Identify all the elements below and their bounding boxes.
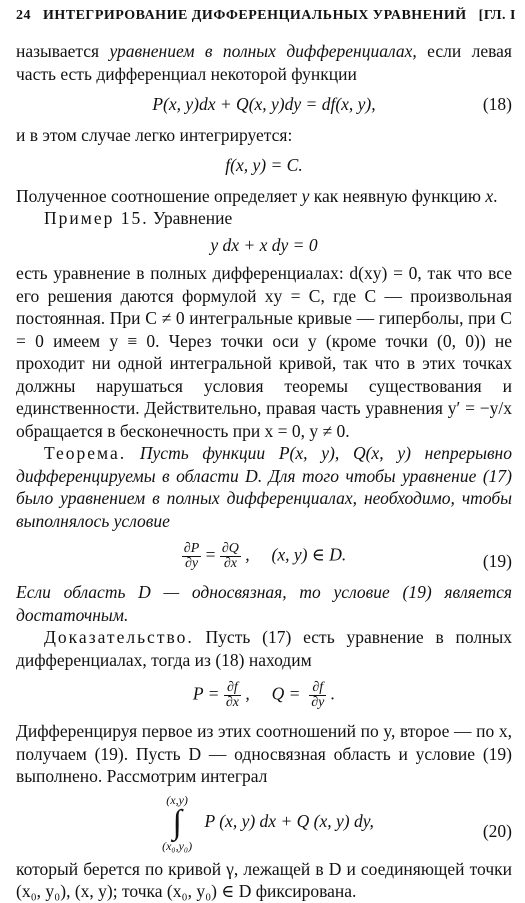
equation-example-body: y dx + x dy = 0 xyxy=(210,234,318,255)
p1-term: уравнением в полных дифференциалах, xyxy=(109,41,417,61)
equation-f-body: f(x, y) = C. xyxy=(225,155,303,175)
chapter-marker: [ГЛ. I xyxy=(478,8,516,23)
fraction-dp-dy xyxy=(182,542,201,571)
equation-20-number: (20) xyxy=(482,820,512,841)
frac-den-2: ∂x xyxy=(223,556,237,571)
equation-20 xyxy=(16,794,512,852)
equation-example xyxy=(16,234,512,257)
example-label: Пример 15. xyxy=(44,208,149,228)
proof-label: Доказательство. xyxy=(44,627,194,647)
example-heading xyxy=(16,207,512,230)
eq-pq-q: , Q = xyxy=(245,683,305,704)
frac-den-1: ∂y xyxy=(184,556,199,571)
running-title: ИНТЕГРИРОВАНИЕ ДИФФЕРЕНЦИАЛЬНЫХ УРАВНЕНИЙ xyxy=(42,8,467,23)
integral-symbol: ∫ xyxy=(172,803,182,841)
example-text: Уравнение xyxy=(148,208,233,228)
equation-19-tail: , (x, y) ∈ D. xyxy=(245,544,347,565)
fraction-df-dy xyxy=(309,681,326,710)
paragraph-2: и в этом случае легко интегрируется: xyxy=(16,124,293,145)
equation-18-body: P(x, y)dx + Q(x, y)dy = df(x, y), xyxy=(152,94,376,114)
equation-20-body: P (x, y) dx + Q (x, y) dy, xyxy=(204,810,374,831)
proof xyxy=(16,626,512,671)
fraction-df-dx xyxy=(224,681,241,710)
paragraph-3 xyxy=(16,185,512,208)
equation-19: $\frac{\partial P}{\partial y}$ = $\frac{\partial Q}{\partial x}$ , (x, y) ∈ D. (19) xyxy=(183,541,512,571)
p1-text-a: называется xyxy=(16,41,110,61)
fraction-dq-dx xyxy=(220,542,241,571)
p3-text-a: Полученное соотношение определяет xyxy=(16,185,302,206)
frac-num-3: ∂f xyxy=(224,681,241,696)
integral-upper-limit: (x,y) xyxy=(166,792,188,807)
equation-18-number: (18) xyxy=(482,94,512,114)
eq-pq-p: P = xyxy=(192,683,224,704)
theorem-text: Пусть функции P(x, y), Q(x, y) непрерывно дифференцируемы в области D. Для того чтобы уравнение (17) было уравнением в полных дифференциалах, необходимо, чтобы выполнялось условие xyxy=(16,443,512,531)
running-header xyxy=(16,8,516,24)
p1-text-c: если левая часть есть дифференциал некоторой функции xyxy=(16,41,512,84)
frac-num-4: ∂f xyxy=(309,681,326,696)
proof-text: Пусть (17) есть уравнение в полных дифференциалах, тогда из (18) находим xyxy=(16,627,512,670)
eq-pq-end: . xyxy=(330,683,336,704)
paragraph-6: Дифференцируя первое из этих соотношений по y, второе — по x, получаем (19). Пусть D — односвязная область и условие (19) выполнено. Рассмотрим интеграл xyxy=(16,721,512,786)
theorem-label: Теорема. xyxy=(44,443,127,463)
paragraph-4: есть уравнение в полных дифференциалах: d(xy) = 0, так что все его решения даются формулой xy = C, где C — произвольная постоянная. При C ≠ 0 интегральные кривые — гиперболы, при C = 0 имеем y ≡ 0. Через точки оси y (кроме точки (0, 0)) не проходит ни одной интегральной кривой, так что в этих точках должны нарушаться условия теоремы существования и единственности. Действительно, правая часть уравнения y′ = −y/x обращается в бесконечность при x = 0, y ≠ 0. xyxy=(16,263,512,441)
paragraph-5: Если область D — односвязная, то условие (19) является достаточным. xyxy=(16,582,512,625)
frac-den-4: ∂y xyxy=(311,695,325,710)
frac-num-1: ∂P xyxy=(183,541,200,556)
p3-var-x: x xyxy=(485,185,494,206)
page-number: 24 xyxy=(16,8,31,23)
paragraph-1 xyxy=(16,40,512,85)
integral-sign xyxy=(154,794,200,852)
p3-text-c: как неявную функцию xyxy=(309,185,486,206)
page-body xyxy=(16,40,512,903)
equation-pq xyxy=(16,681,512,710)
equation-19-number: (19) xyxy=(482,551,512,571)
theorem xyxy=(16,442,512,532)
integral-lower-limit: (x₀,y₀) xyxy=(162,838,193,853)
paragraph-7: который берется по кривой γ, лежащей в D и соединяющей точки (x₀, y₀), (x, y); точка (x₀, y₀) ∈ D фиксирована. xyxy=(16,858,512,901)
equation-f xyxy=(16,154,512,177)
p3-var-y: y xyxy=(301,185,310,206)
equation-18 xyxy=(16,93,512,116)
frac-den-3: ∂x xyxy=(225,695,239,710)
p3-text-e: . xyxy=(493,185,498,206)
frac-num-2: ∂Q xyxy=(221,541,239,556)
